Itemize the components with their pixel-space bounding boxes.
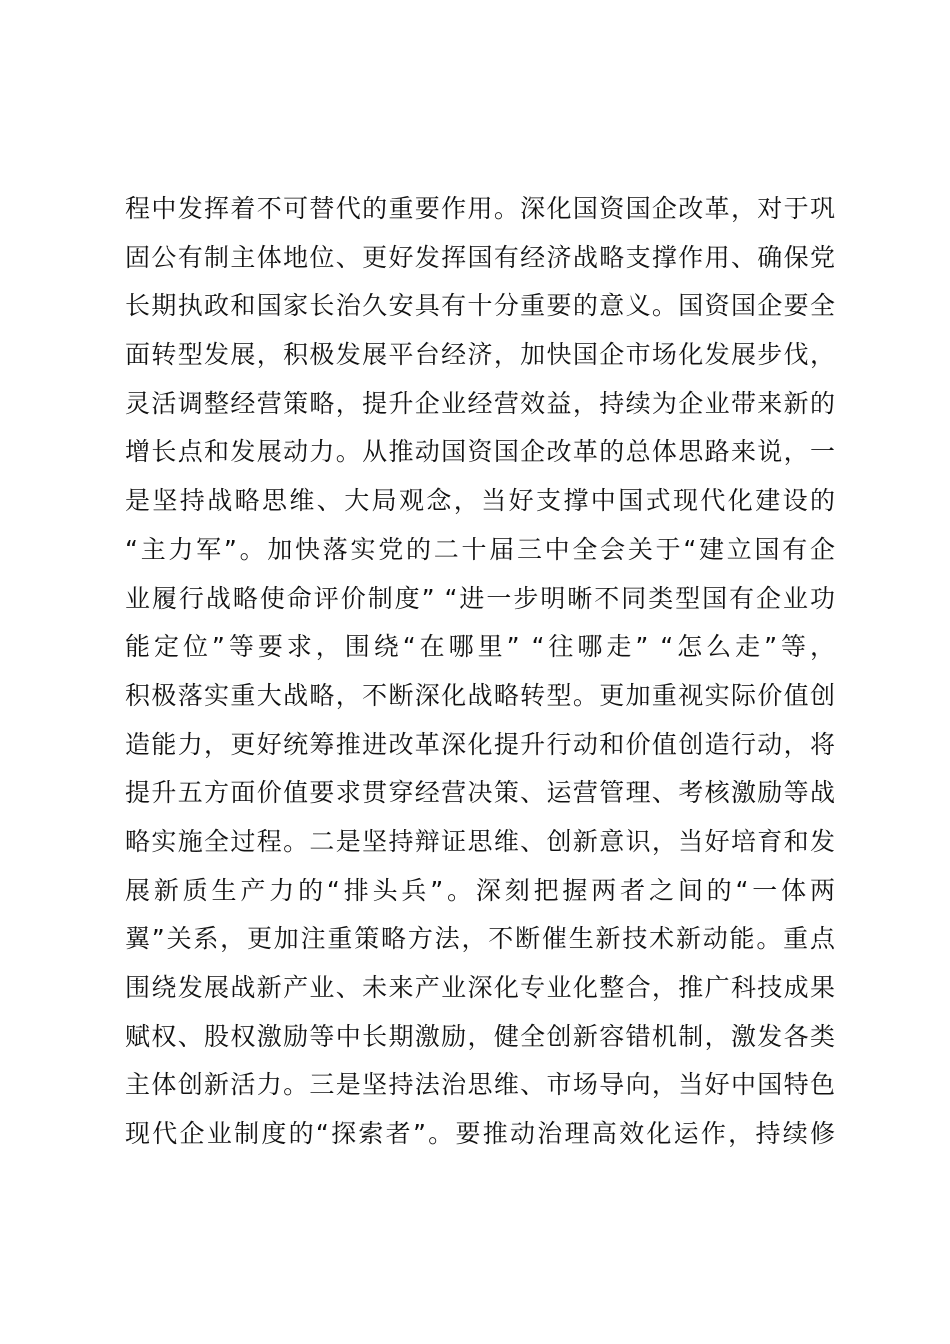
text-line: 展新质生产力的“排头兵”。深刻把握两者之间的“一体两	[125, 875, 835, 905]
text-line: 固公有制主体地位、更好发挥国有经济战略支撑作用、确保党	[125, 242, 835, 272]
body-text	[125, 185, 835, 1159]
text-line: 略实施全过程。二是坚持辩证思维、创新意识，当好培育和发	[125, 826, 835, 856]
text-line: 提升五方面价值要求贯穿经营决策、运营管理、考核激励等战	[125, 778, 835, 808]
text-line: 面转型发展，积极发展平台经济，加快国企市场化发展步伐，	[125, 340, 835, 370]
text-line: 积极落实重大战略，不断深化战略转型。更加重视实际价值创	[125, 680, 835, 710]
text-line: 主体创新活力。三是坚持法治思维、市场导向，当好中国特色	[125, 1070, 835, 1100]
text-line: 业履行战略使命评价制度” “进一步明晰不同类型国有企业功	[125, 583, 835, 613]
text-line: 造能力，更好统筹推进改革深化提升行动和价值创造行动，将	[125, 729, 835, 759]
text-line: “主力军”。加快落实党的二十届三中全会关于“建立国有企	[125, 534, 835, 564]
text-line: 是坚持战略思维、大局观念，当好支撑中国式现代化建设的	[125, 486, 835, 516]
text-line: 赋权、股权激励等中长期激励，健全创新容错机制，激发各类	[125, 1021, 835, 1051]
text-line: 现代企业制度的“探索者”。要推动治理高效化运作，持续修	[125, 1119, 835, 1149]
text-line: 程中发挥着不可替代的重要作用。深化国资国企改革，对于巩	[125, 194, 835, 223]
text-line: 灵活调整经营策略，提升企业经营效益，持续为企业带来新的	[125, 388, 835, 418]
text-line: 翼”关系，更加注重策略方法，不断催生新技术新动能。重点	[125, 924, 835, 954]
text-line: 能定位”等要求，围绕“在哪里” “往哪走” “怎么走”等，	[125, 632, 835, 662]
text-line: 增长点和发展动力。从推动国资国企改革的总体思路来说，一	[125, 437, 835, 467]
text-line: 围绕发展战新产业、未来产业深化专业化整合，推广科技成果	[125, 973, 835, 1002]
text-line: 长期执政和国家长治久安具有十分重要的意义。国资国企要全	[125, 291, 835, 321]
